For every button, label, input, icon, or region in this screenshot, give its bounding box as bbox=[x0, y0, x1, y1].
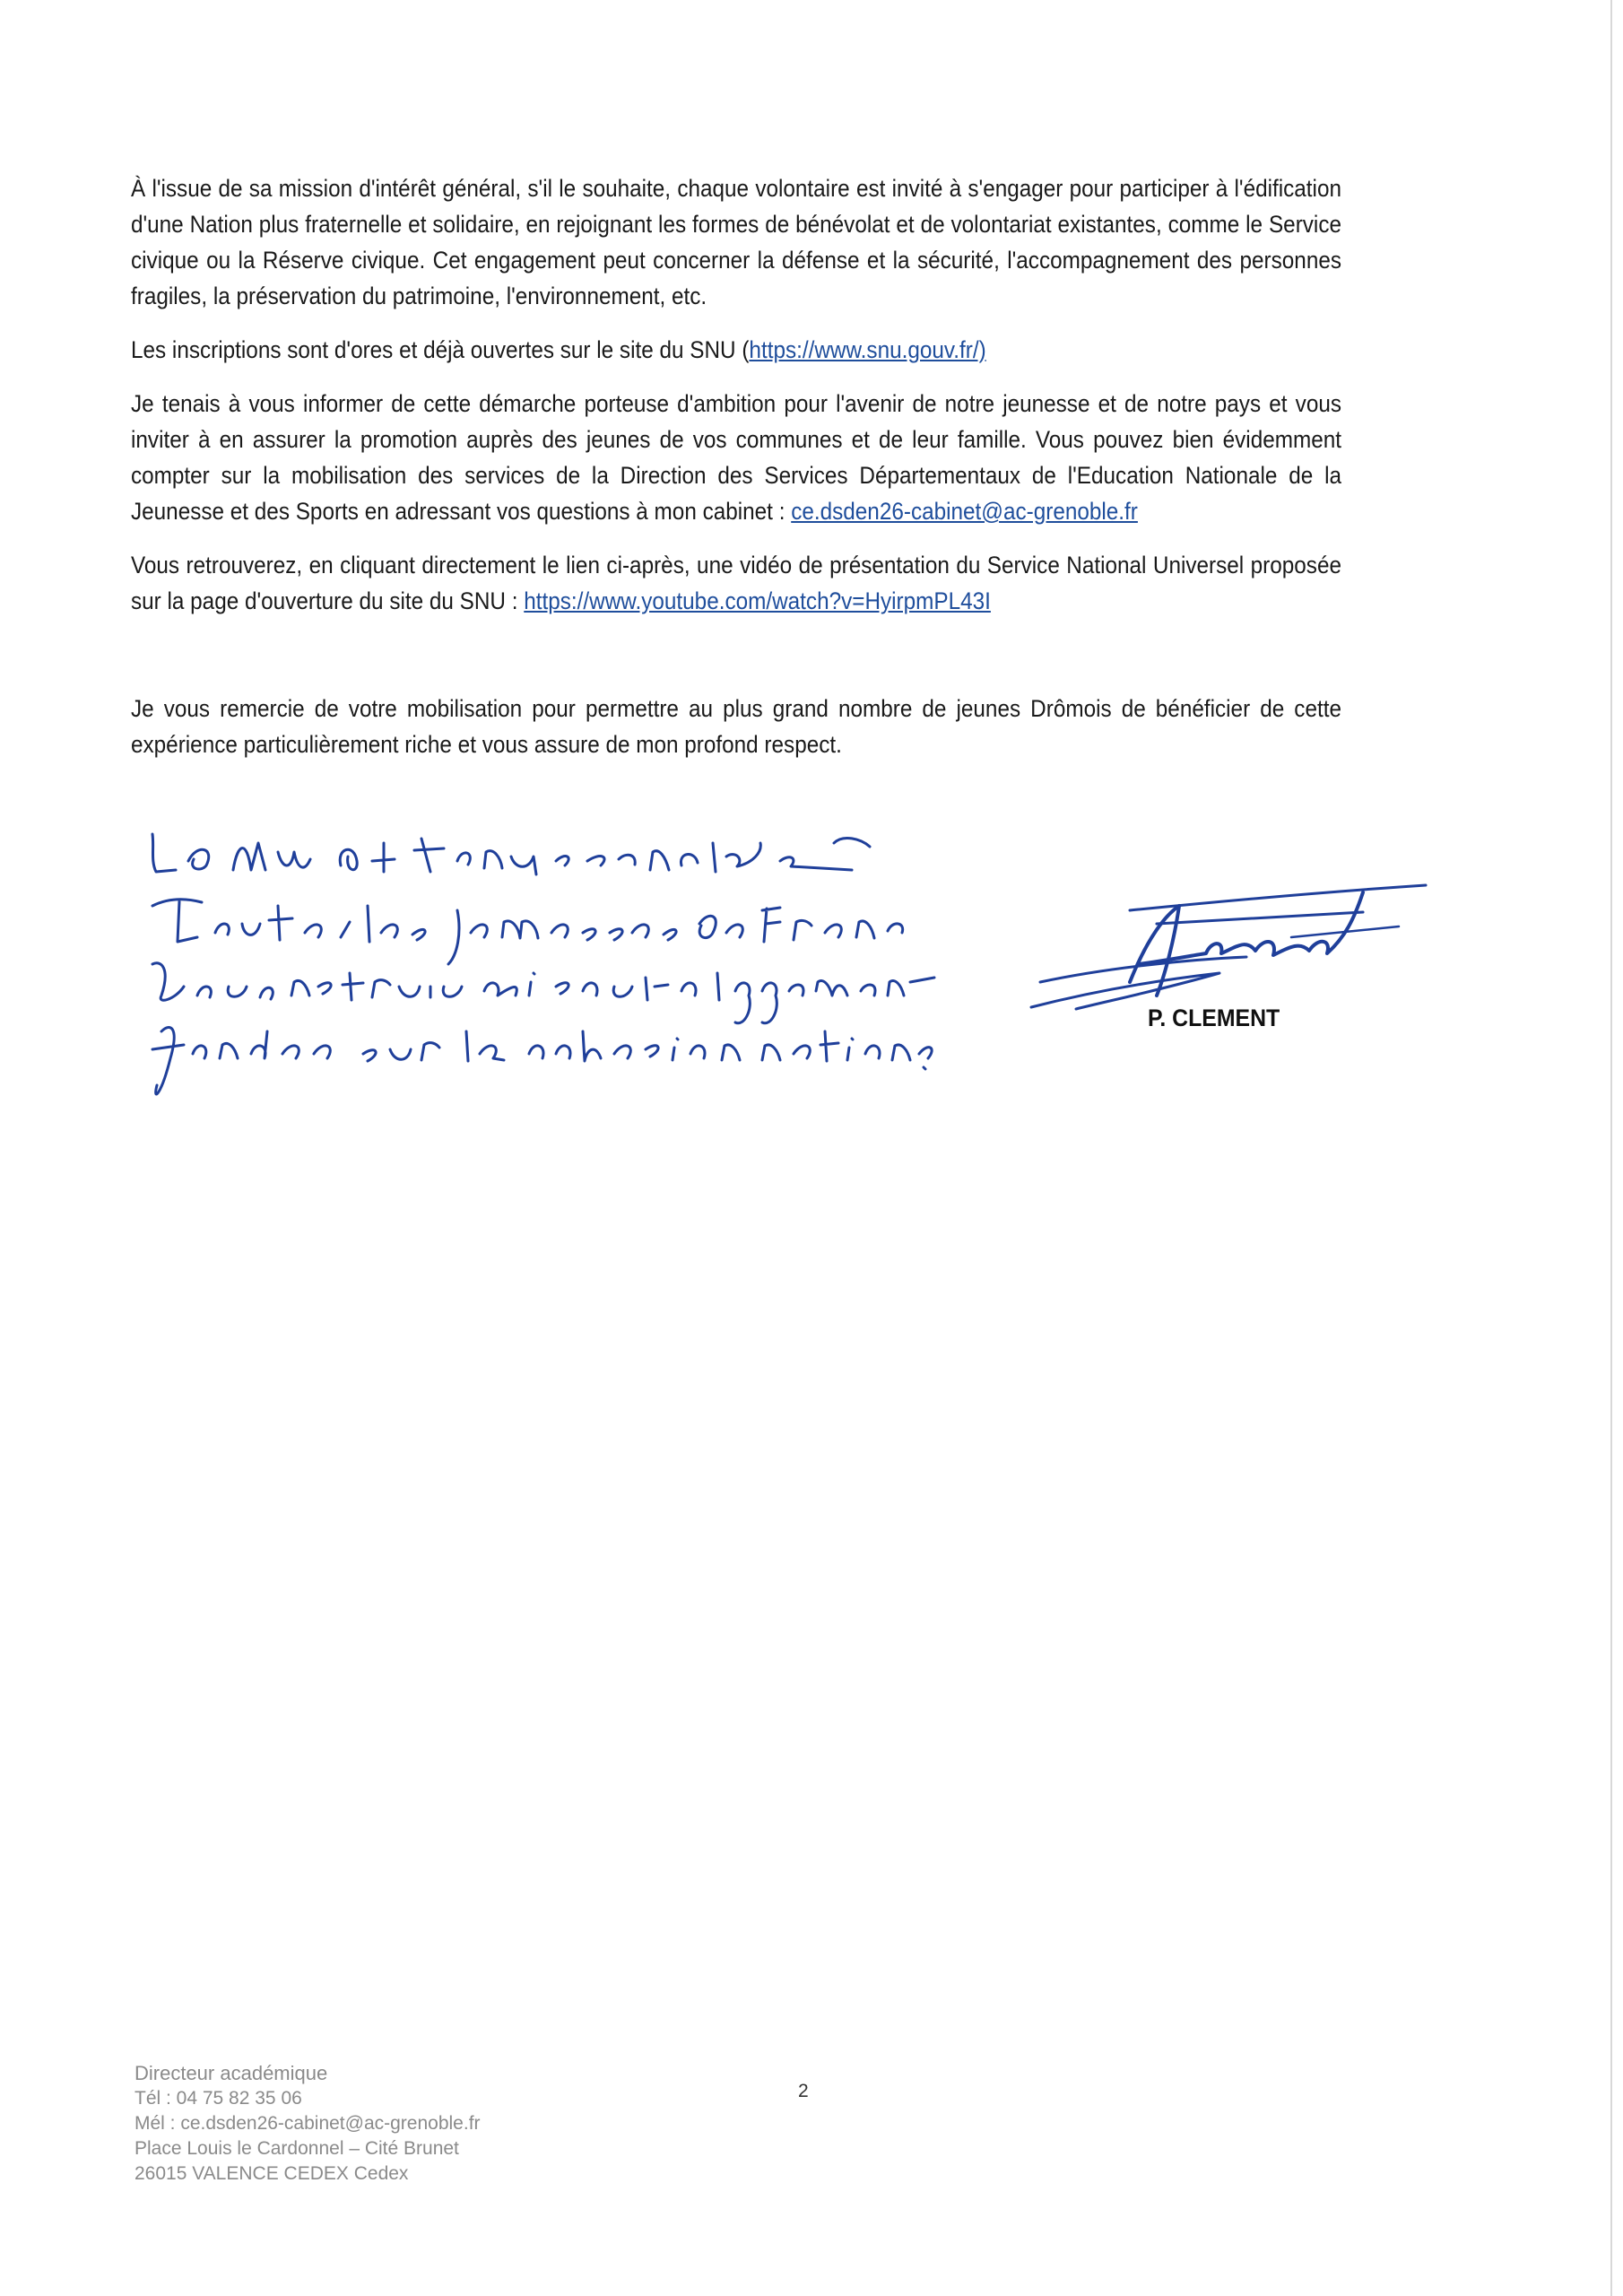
handwritten-note bbox=[135, 807, 942, 1103]
youtube-video-link[interactable]: https://www.youtube.com/watch?v=HyirpmPL43I bbox=[524, 587, 991, 614]
footer-contact-block bbox=[135, 2061, 481, 2187]
footer-address-line-1: Place Louis le Cardonnel – Cité Brunet bbox=[135, 2138, 459, 2159]
signer-name: P. CLEMENT bbox=[1148, 1004, 1280, 1031]
footer-title: Directeur académique bbox=[135, 2062, 328, 2084]
handwriting-line-2 bbox=[152, 900, 903, 964]
promotion-text: Je tenais à vous informer de cette démarche porteuse d'ambition pour l'avenir de notre jeunesse et de notre pays et vous inviter à en assurer la promotion auprès des jeunes de vos communes et de leur famille. Vous pouvez bien évidemment compter sur la mobilisation des services de la Direction des Services Départementaux de l'Education Nationale de la Jeunesse et des Sports en adressant vos questions à mon cabinet : bbox=[131, 390, 1341, 525]
paragraph-inscriptions bbox=[131, 332, 1341, 368]
footer-email: Mél : ce.dsden26-cabinet@ac-grenoble.fr bbox=[135, 2113, 481, 2134]
footer-phone: Tél : 04 75 82 35 06 bbox=[135, 2088, 302, 2109]
scan-edge bbox=[1610, 0, 1612, 2296]
page-number: 2 bbox=[798, 2081, 809, 2101]
paragraph-engagement: À l'issue de sa mission d'intérêt général, s'il le souhaite, chaque volontaire est invité à s'engager pour participer à l'édification d'une Nation plus fraternelle et solidaire, en rejoignant les formes de bénévolat et de volontariat existantes, comme le Service civique ou la Réserve civique. Cet engagement peut concerner la défense et la sécurité, l'accompagnement des personnes fragiles, la préservation du patrimoine, l'environnement, etc. bbox=[131, 175, 1341, 309]
letter-body bbox=[131, 170, 1341, 780]
footer-address-line-2: 26015 VALENCE CEDEX Cedex bbox=[135, 2163, 409, 2184]
signature-underline-mid bbox=[1157, 912, 1363, 924]
snu-site-link[interactable]: https://www.snu.gouv.fr/) bbox=[749, 336, 986, 363]
handwriting-line-3 bbox=[152, 963, 934, 1023]
handwriting-line-4 bbox=[152, 1027, 932, 1094]
paragraph-promotion bbox=[131, 386, 1341, 529]
inscriptions-text: Les inscriptions sont d'ores et déjà ouvertes sur le site du SNU ( bbox=[131, 336, 750, 363]
cabinet-email-link[interactable]: ce.dsden26-cabinet@ac-grenoble.fr bbox=[791, 498, 1138, 525]
signature-underline-top bbox=[1130, 885, 1426, 910]
handwriting-line-1 bbox=[152, 834, 870, 874]
paragraph-spacer bbox=[131, 637, 1341, 691]
paragraph-closing: Je vous remercie de votre mobilisation pour permettre au plus grand nombre de jeunes Drômois de bénéficier de cette expérience particulièrement riche et vous assure de mon profond respect. bbox=[131, 695, 1341, 758]
video-text: Vous retrouverez, en cliquant directement le lien ci-après, une vidéo de présentation du Service National Universel proposée sur la page d'ouverture du site du SNU : bbox=[131, 552, 1341, 614]
paragraph-video bbox=[131, 547, 1341, 619]
signature-sweep bbox=[1031, 957, 1246, 1009]
